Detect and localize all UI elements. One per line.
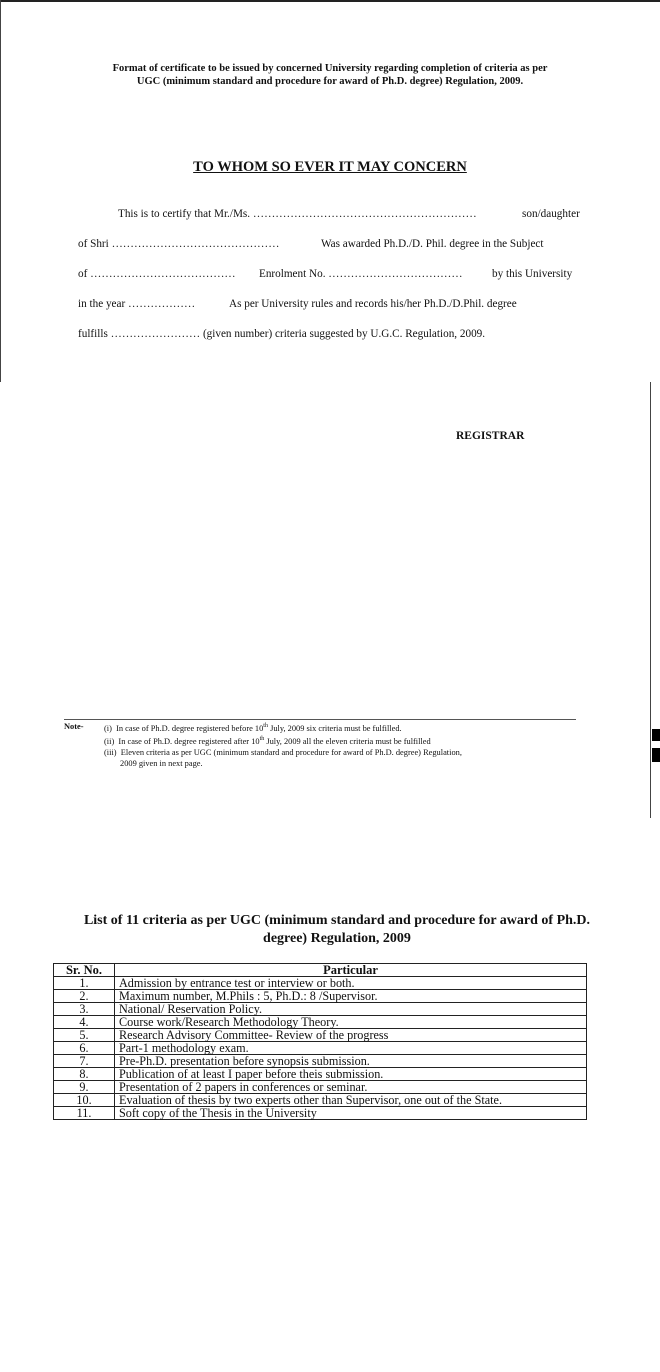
scan-mark [652, 729, 660, 741]
particular-cell: Publication of at least I paper before theis submission. [115, 1068, 587, 1081]
particular-cell: Pre-Ph.D. presentation before synopsis submission. [115, 1055, 587, 1068]
cert-text: (given number) criteria suggested by U.G.C. Regulation, 2009. [202, 328, 486, 340]
document-header [60, 62, 600, 88]
cert-text: Was awarded Ph.D./D. Phil. degree in the Subject [321, 238, 544, 250]
table-row [54, 1042, 587, 1055]
table-row [54, 1016, 587, 1029]
particular-cell: Evaluation of thesis by two experts other than Supervisor, one out of the State. [115, 1094, 587, 1107]
sr-no-cell: 10. [54, 1094, 115, 1107]
particular-cell: Part-1 methodology exam. [115, 1042, 587, 1055]
cert-text: of Shri [78, 238, 109, 250]
sr-no-cell: 11. [54, 1107, 115, 1120]
sr-no-cell: 4. [54, 1016, 115, 1029]
certificate-line-2: of Shri ……………………………………… [78, 238, 280, 250]
cert-text: Enrolment No. [259, 268, 326, 280]
particular-cell: Maximum number, M.Phils : 5, Ph.D.: 8 /Supervisor. [115, 990, 587, 1003]
table-row [54, 1029, 587, 1042]
cert-text: of [78, 268, 88, 280]
sr-no-cell: 8. [54, 1068, 115, 1081]
certificate-line-1: This is to certify that Mr./Ms. …………………………………………………… [118, 208, 477, 220]
certificate-line-3-mid: Enrolment No. ……………………………… [259, 268, 463, 280]
concern-title-text: TO WHOM SO EVER IT MAY CONCERN [193, 159, 467, 175]
note-item-2: (ii) In case of Ph.D. degree registered after 10th July, 2009 all the eleven criteria must be fulfilled [104, 736, 431, 746]
note-item-3-cont: 2009 given in next page. [120, 759, 203, 768]
certificate-line-1-end [522, 208, 580, 220]
header-line-1: Format of certificate to be issued by concerned University regarding completion of criteria as per [112, 63, 548, 74]
particular-cell: Course work/Research Methodology Theory. [115, 1016, 587, 1029]
cert-text: son/daughter [522, 208, 580, 220]
table-row [54, 1003, 587, 1016]
page-left-edge [0, 0, 1, 382]
particular-cell: Presentation of 2 papers in conferences or seminar. [115, 1081, 587, 1094]
table-row [54, 1068, 587, 1081]
concern-title [0, 159, 660, 176]
sr-no-cell: 7. [54, 1055, 115, 1068]
table-row [54, 1107, 587, 1120]
table-header-row [54, 964, 587, 977]
sr-no-cell: 3. [54, 1003, 115, 1016]
certificate-line-3: of ………………………………… [78, 268, 236, 280]
particular-cell: Admission by entrance test or interview or both. [115, 977, 587, 990]
note-item-3: (iii) Eleven criteria as per UGC (minimum standard and procedure for award of Ph.D. degree) Regulation, [104, 748, 462, 757]
registrar-signature-label: REGISTRAR [456, 430, 525, 442]
criteria-table [53, 963, 587, 1120]
particular-cell: Research Advisory Committee- Review of the progress [115, 1029, 587, 1042]
note-divider [64, 719, 576, 720]
table-row [54, 1081, 587, 1094]
list-title-line-2: degree) Regulation, 2009 [263, 931, 411, 946]
column-header-particular: Particular [115, 964, 587, 977]
table-row [54, 1055, 587, 1068]
sr-no-cell: 5. [54, 1029, 115, 1042]
scan-mark [652, 748, 660, 762]
sr-no-cell: 9. [54, 1081, 115, 1094]
page-right-edge [650, 382, 651, 818]
page-top-border [0, 0, 660, 2]
note-item-1: (i) In case of Ph.D. degree registered before 10th July, 2009 six criteria must be fulfilled. [104, 723, 402, 733]
sr-no-cell: 6. [54, 1042, 115, 1055]
certificate-line-2-end [321, 238, 544, 250]
particular-cell: Soft copy of the Thesis in the University [115, 1107, 587, 1120]
certificate-line-5: fulfills …………………… (given number) criteria suggested by U.G.C. Regulation, 2009. [78, 328, 486, 340]
list-title-line-1: List of 11 criteria as per UGC (minimum standard and procedure for award of Ph.D. [83, 913, 591, 928]
certificate-line-3-end [492, 268, 572, 280]
cert-text: fulfills [78, 328, 108, 340]
table-row [54, 1094, 587, 1107]
cert-text: in the year [78, 298, 126, 310]
criteria-list-title [62, 912, 612, 948]
certificate-line-4: in the year ……………… [78, 298, 196, 310]
sr-no-cell: 1. [54, 977, 115, 990]
note-label: Note- [64, 722, 84, 731]
cert-text: As per University rules and records his/her Ph.D./D.Phil. degree [229, 298, 517, 310]
cert-text: by this University [492, 268, 573, 280]
certificate-line-4-end [229, 298, 517, 310]
particular-cell: National/ Reservation Policy. [115, 1003, 587, 1016]
cert-text: This is to certify that Mr./Ms. [118, 208, 251, 220]
table-row [54, 990, 587, 1003]
sr-no-cell: 2. [54, 990, 115, 1003]
table-row [54, 977, 587, 990]
header-line-2: UGC (minimum standard and procedure for award of Ph.D. degree) Regulation, 2009. [136, 76, 524, 87]
column-header-sr-no: Sr. No. [54, 964, 115, 977]
